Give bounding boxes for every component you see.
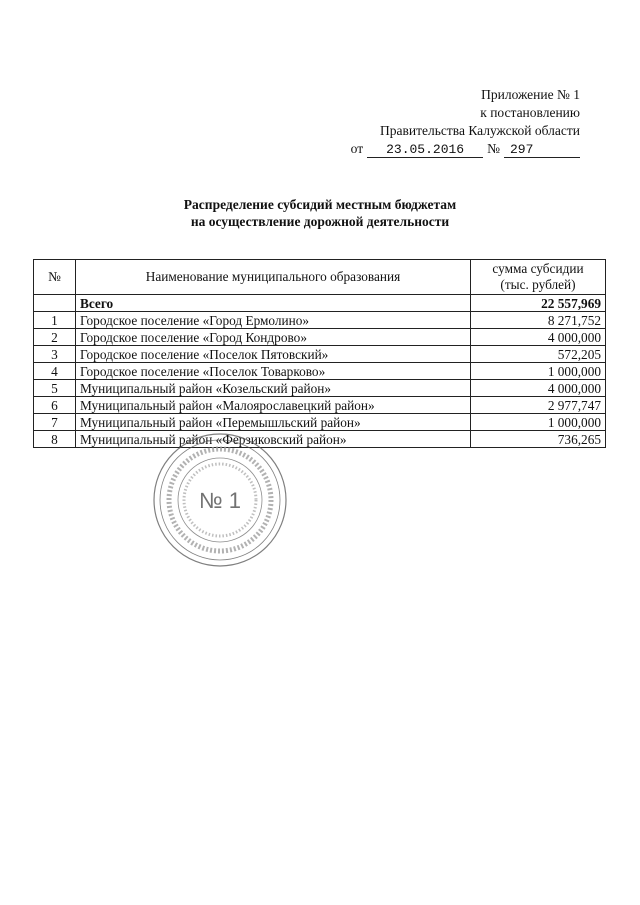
- table-row: [34, 363, 606, 380]
- row-number: 8: [34, 431, 76, 448]
- table-row: [34, 397, 606, 414]
- header-amount: [471, 260, 606, 295]
- row-amount: 2 977,747: [471, 397, 606, 414]
- table-row: [34, 312, 606, 329]
- row-number: 1: [34, 312, 76, 329]
- title-line-1: Распределение субсидий местным бюджетам: [183, 197, 457, 212]
- table-row: [34, 380, 606, 397]
- title-line-2: на осуществление дорожной деятельности: [190, 214, 450, 229]
- date-label: от: [350, 141, 364, 156]
- table-total-row: [34, 295, 606, 312]
- row-municipality: Муниципальный район «Ферзиковский район»: [76, 431, 471, 448]
- official-stamp: [150, 430, 290, 570]
- decree-date: 23.05.2016: [367, 143, 483, 158]
- decree-number: 297: [504, 143, 580, 158]
- annex-title: Приложение № 1: [481, 87, 580, 102]
- row-municipality: Муниципальный район «Козельский район»: [76, 380, 471, 397]
- total-label: Всего: [76, 295, 471, 312]
- header-amount-line-1: сумма субсидии: [492, 261, 584, 276]
- annex-header: [351, 86, 580, 158]
- annex-dateline: [351, 140, 580, 158]
- row-amount: 736,265: [471, 431, 606, 448]
- row-municipality: Городское поселение «Поселок Товарково»: [76, 363, 471, 380]
- table-row: [34, 329, 606, 346]
- row-municipality: Муниципальный район «Перемышльский район»: [76, 414, 471, 431]
- header-municipality: Наименование муниципального образования: [76, 260, 471, 295]
- header-amount-line-2: (тыс. рублей): [500, 277, 576, 292]
- row-amount: 1 000,000: [471, 363, 606, 380]
- row-number: 5: [34, 380, 76, 397]
- row-amount: 572,205: [471, 346, 606, 363]
- table-row: [34, 414, 606, 431]
- table-row: [34, 346, 606, 363]
- row-amount: 8 271,752: [471, 312, 606, 329]
- annex-reference: к постановлению: [480, 105, 580, 120]
- row-municipality: Городское поселение «Город Кондрово»: [76, 329, 471, 346]
- table-header-row: [34, 260, 606, 295]
- row-municipality: Муниципальный район «Малоярославецкий район»: [76, 397, 471, 414]
- stamp-number: № 1: [199, 488, 241, 513]
- row-number: 7: [34, 414, 76, 431]
- number-label: №: [487, 141, 500, 156]
- subsidy-table: [33, 259, 606, 448]
- row-amount: 1 000,000: [471, 414, 606, 431]
- row-number: 3: [34, 346, 76, 363]
- row-amount: 4 000,000: [471, 329, 606, 346]
- total-amount: 22 557,969: [471, 295, 606, 312]
- document-title: [0, 196, 640, 230]
- header-number: №: [34, 260, 76, 295]
- row-amount: 4 000,000: [471, 380, 606, 397]
- row-number: 6: [34, 397, 76, 414]
- annex-authority: Правительства Калужской области: [379, 123, 580, 138]
- row-number: 2: [34, 329, 76, 346]
- table-row: [34, 431, 606, 448]
- row-municipality: Городское поселение «Город Ермолино»: [76, 312, 471, 329]
- row-number: 4: [34, 363, 76, 380]
- total-number-cell: [34, 295, 76, 312]
- row-municipality: Городское поселение «Поселок Пятовский»: [76, 346, 471, 363]
